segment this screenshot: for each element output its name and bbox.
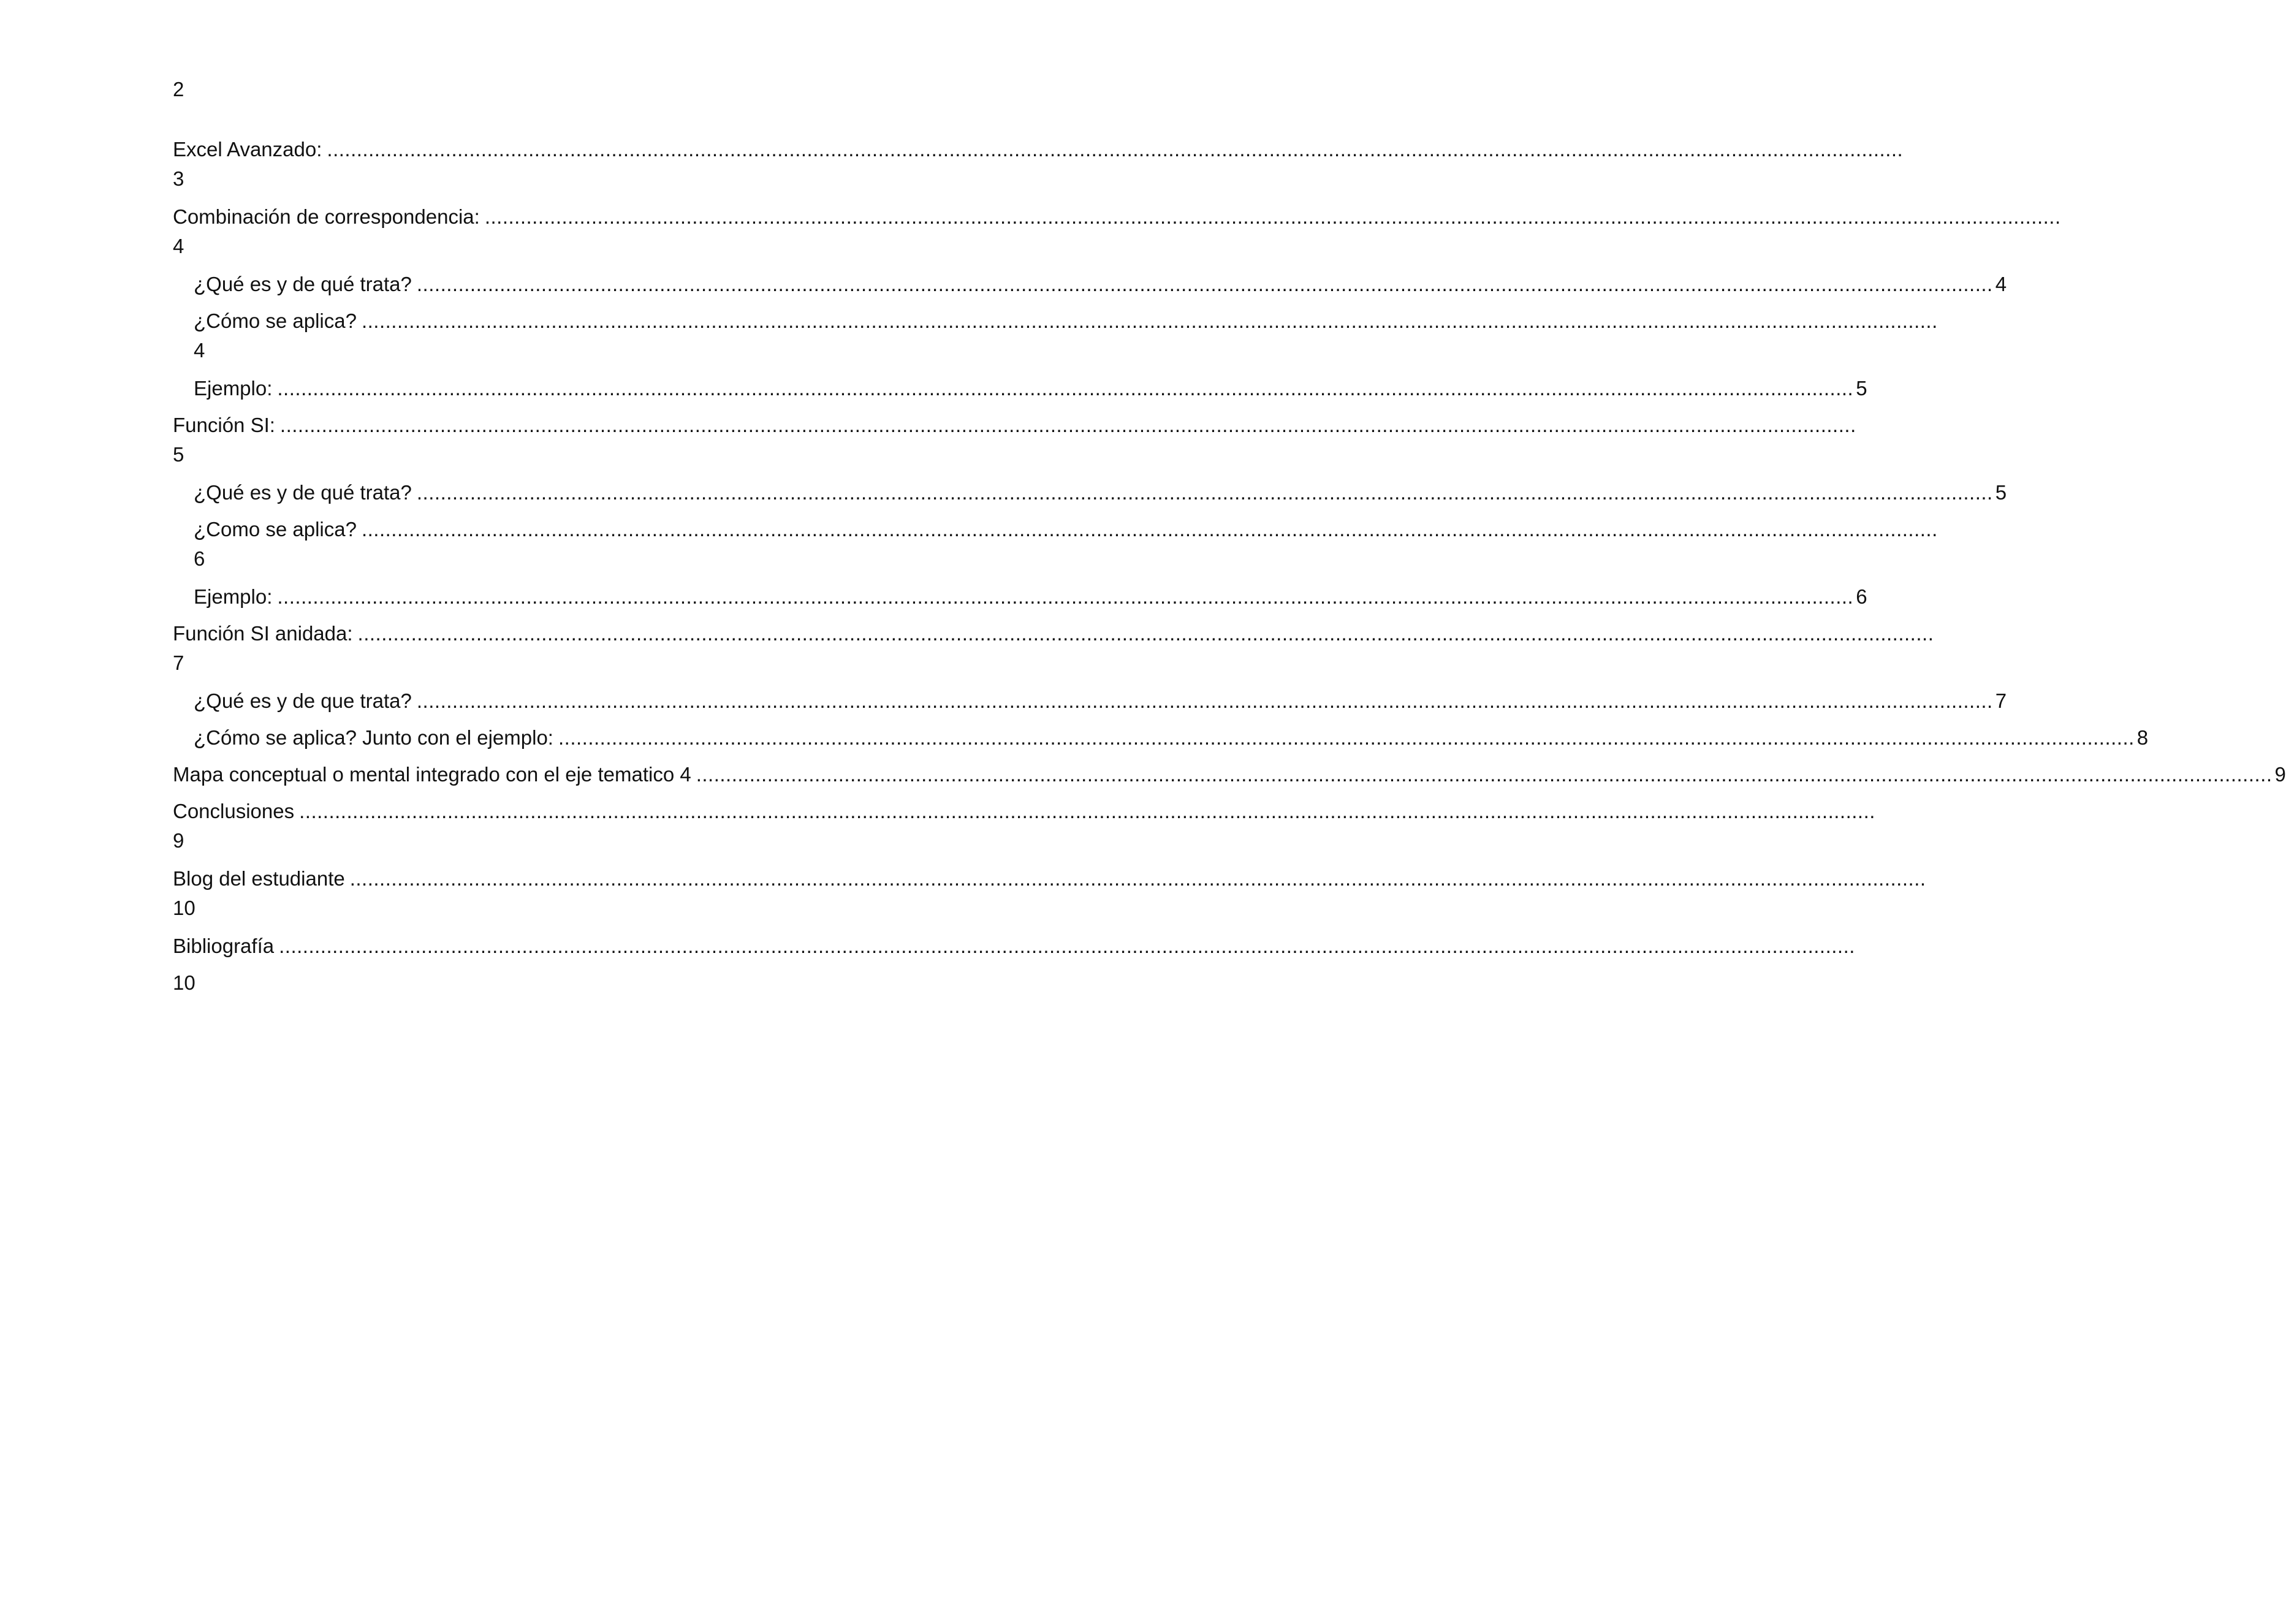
toc-entry-page: 5: [1995, 481, 2007, 504]
dot-leader: ..........................................................................................................................................................................................................................................................................: [416, 481, 1993, 504]
toc-entry-page: 10: [173, 897, 196, 919]
toc-entry-label: Blog del estudiante: [173, 867, 345, 890]
dot-leader: ..........................................................................................................................................................................................................................................................................: [279, 935, 1855, 957]
dot-leader: ..........................................................................................................................................................................................................................................................................: [349, 867, 1926, 890]
toc-entry-label: Función SI anidada:: [173, 622, 353, 645]
toc-entry-que-es-3[interactable]: [194, 689, 2007, 713]
toc-entry-combinacion[interactable]: [173, 205, 2061, 229]
dot-leader: ..........................................................................................................................................................................................................................................................................: [416, 273, 1993, 295]
toc-entry-page: 6: [194, 547, 205, 570]
toc-entry-label: Ejemplo:: [194, 585, 273, 608]
page-number: 2: [173, 78, 184, 101]
toc-entry-page: 4: [1995, 273, 2007, 295]
toc-entry-page: 10: [173, 971, 196, 994]
toc-entry-funcion-si-anidada[interactable]: [173, 621, 1934, 646]
toc-entry-label: Mapa conceptual o mental integrado con el eje tematico 4: [173, 763, 691, 786]
toc-entry-page: 4: [194, 339, 205, 362]
toc-entry-como-aplica-1[interactable]: [194, 309, 1938, 333]
toc-entry-label: ¿Como se aplica?: [194, 518, 357, 541]
toc-entry-que-es-1[interactable]: [194, 272, 2007, 297]
toc-entry-blog[interactable]: [173, 867, 1926, 891]
toc-entry-label: Función SI:: [173, 414, 275, 436]
toc-entry-ejemplo-2[interactable]: [194, 585, 1867, 609]
dot-leader: ..........................................................................................................................................................................................................................................................................: [361, 309, 1938, 332]
dot-leader: ..........................................................................................................................................................................................................................................................................: [279, 414, 1856, 436]
dot-leader: ..........................................................................................................................................................................................................................................................................: [696, 763, 2273, 786]
dot-leader: ..........................................................................................................................................................................................................................................................................: [299, 800, 1875, 822]
toc-entry-page: 9: [2274, 763, 2286, 786]
toc-entry-label: Bibliografía: [173, 935, 275, 957]
toc-entry-label: ¿Qué es y de qué trata?: [194, 481, 412, 504]
toc-entry-page: 5: [173, 443, 184, 466]
dot-leader: ..........................................................................................................................................................................................................................................................................: [484, 205, 2061, 228]
toc-entry-page: 6: [1856, 585, 1867, 608]
toc-entry-que-es-2[interactable]: [194, 480, 2007, 505]
toc-entry-label: Excel Avanzado:: [173, 138, 322, 161]
dot-leader: ..........................................................................................................................................................................................................................................................................: [558, 726, 2135, 749]
dot-leader: ..........................................................................................................................................................................................................................................................................: [361, 518, 1938, 541]
dot-leader: ..........................................................................................................................................................................................................................................................................: [357, 622, 1934, 645]
toc-entry-funcion-si[interactable]: [173, 413, 1856, 438]
toc-entry-page: 8: [2136, 726, 2149, 749]
dot-leader: ..........................................................................................................................................................................................................................................................................: [416, 689, 1993, 712]
toc-entry-page: 3: [173, 167, 184, 190]
toc-entry-label: ¿Qué es y de que trata?: [194, 689, 412, 712]
toc-entry-ejemplo-1[interactable]: [194, 376, 1867, 401]
toc-entry-mapa-conceptual[interactable]: [173, 762, 2286, 787]
toc-entry-page: 9: [173, 829, 184, 852]
toc-entry-page: 5: [1856, 377, 1867, 400]
toc-entry-label: Ejemplo:: [194, 377, 273, 400]
dot-leader: ..........................................................................................................................................................................................................................................................................: [277, 377, 1854, 400]
toc-entry-label: Combinación de correspondencia:: [173, 205, 480, 228]
dot-leader: ..........................................................................................................................................................................................................................................................................: [277, 585, 1854, 608]
toc-entry-page: 7: [1995, 689, 2007, 712]
toc-entry-label: ¿Cómo se aplica?: [194, 309, 357, 332]
dot-leader: ..........................................................................................................................................................................................................................................................................: [327, 138, 1904, 161]
toc-entry-page: 7: [173, 651, 184, 674]
toc-entry-label: ¿Cómo se aplica? Junto con el ejemplo:: [194, 726, 553, 749]
toc-entry-bibliografia[interactable]: [173, 934, 1855, 958]
toc-entry-label: ¿Qué es y de qué trata?: [194, 273, 412, 295]
toc-entry-como-aplica-3[interactable]: [194, 726, 2149, 750]
toc-entry-label: Conclusiones: [173, 800, 295, 822]
toc-entry-conclusiones[interactable]: [173, 799, 1875, 824]
toc-entry-como-aplica-2[interactable]: [194, 517, 1938, 542]
toc-entry-excel-avanzado[interactable]: [173, 137, 1904, 162]
toc-entry-page: 4: [173, 235, 184, 257]
